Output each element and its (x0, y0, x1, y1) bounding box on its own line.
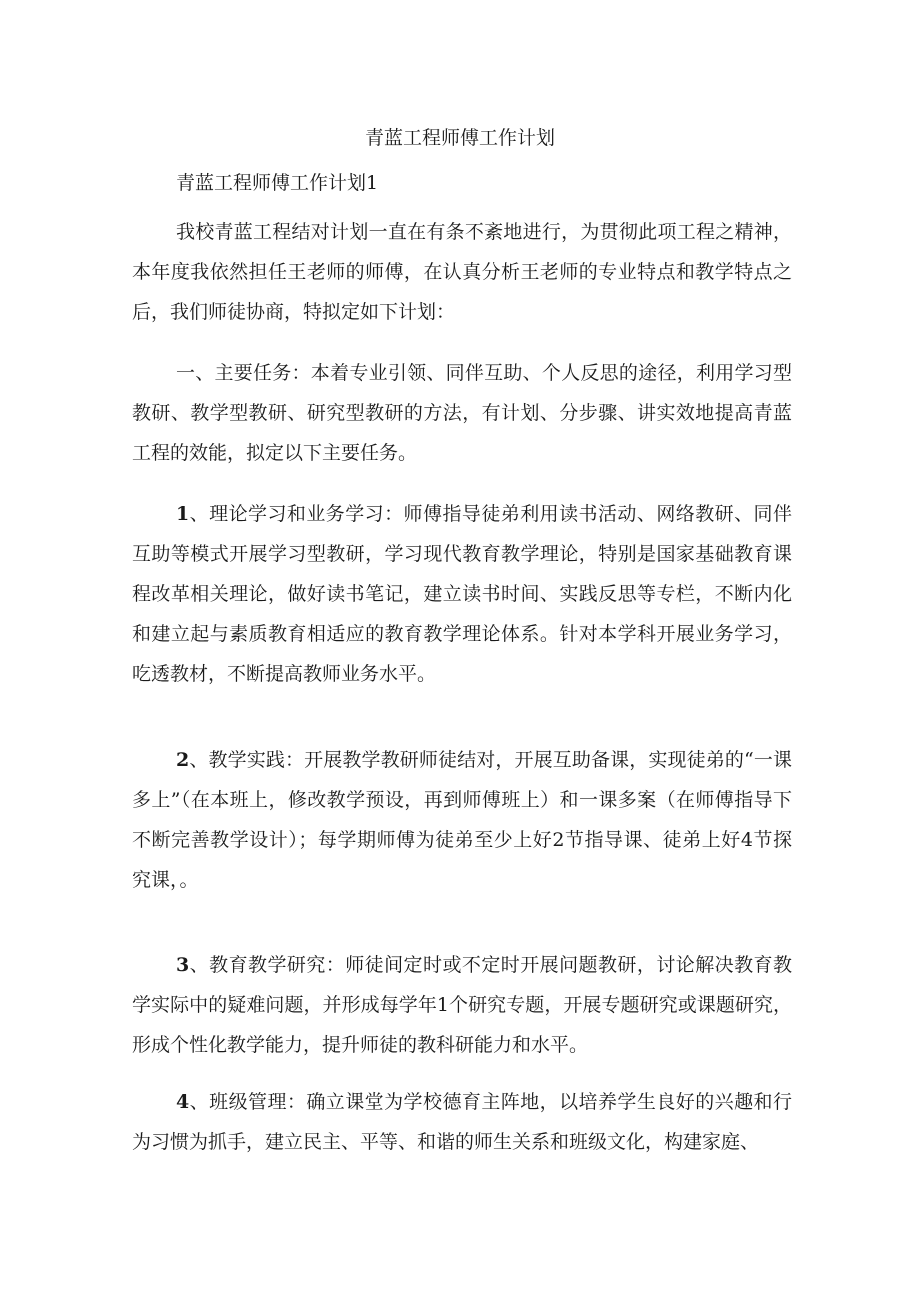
paragraph-teaching-practice (132, 740, 792, 900)
document-title: 青蓝工程师傅工作计划 (364, 127, 555, 149)
paragraph-number: 1 (176, 503, 190, 525)
paragraph-number: 3 (176, 954, 190, 976)
paragraph-text: 一、主要任务：本着专业引领、同伴互助、个人反思的途径，利用学习型教研、教学型教研、研究型教研的方法，有计划、分步骤、讲实效地提高青蓝工程的效能，拟定以下主要任务。 (132, 362, 792, 464)
paragraph-text: 、教育教学研究：师徒间定时或不定时开展问题教研，讨论解决教育教学实际中的疑难问题，并形成每学年1个研究专题，开展专题研究或课题研究，形成个性化教学能力，提升师徒的教科研能力和水平。 (132, 954, 792, 1056)
paragraph-intro (132, 212, 792, 332)
paragraph-number: 2 (176, 749, 190, 771)
paragraph-theory-study (132, 494, 792, 694)
paragraph-text: 我校青蓝工程结对计划一直在有条不紊地进行，为贯彻此项工程之精神，本年度我依然担任王老师的师傅，在认真分析王老师的专业特点和教学特点之后，我们师徒协商，特拟定如下计划： (132, 221, 792, 323)
paragraph-main-tasks (132, 353, 792, 473)
paragraph-text: 、班级管理：确立课堂为学校德育主阵地，以培养学生良好的兴趣和行为习惯为抓手，建立民主、平等、和谐的师生关系和班级文化，构建家庭、 (132, 1091, 792, 1153)
paragraph-text: 、理论学习和业务学习：师傅指导徒弟利用读书活动、网络教研、同伴互助等模式开展学习型教研，学习现代教育教学理论，特别是国家基础教育课程改革相关理论，做好读书笔记，建立读书时间、实践反思等专栏，不断内化和建立起与素质教育相适应的教育教学理论体系。针对本学科开展业务学习，吃透教材，不断提高教师业务水平。 (132, 503, 792, 685)
paragraph-number: 4 (176, 1091, 190, 1113)
document-subtitle: 青蓝工程师傅工作计划1 (176, 172, 379, 194)
paragraph-class-management (132, 1082, 792, 1162)
paragraph-text: 、教学实践：开展教学教研师徒结对，开展互助备课，实现徒弟的“一课多上”（在本班上，修改教学预设，再到师傅班上）和一课多案（在师傅指导下不断完善教学设计）；每学期师傅为徒弟至少上好2节指导课、徒弟上好4节探究课，。 (132, 749, 792, 891)
paragraph-research (132, 945, 792, 1065)
